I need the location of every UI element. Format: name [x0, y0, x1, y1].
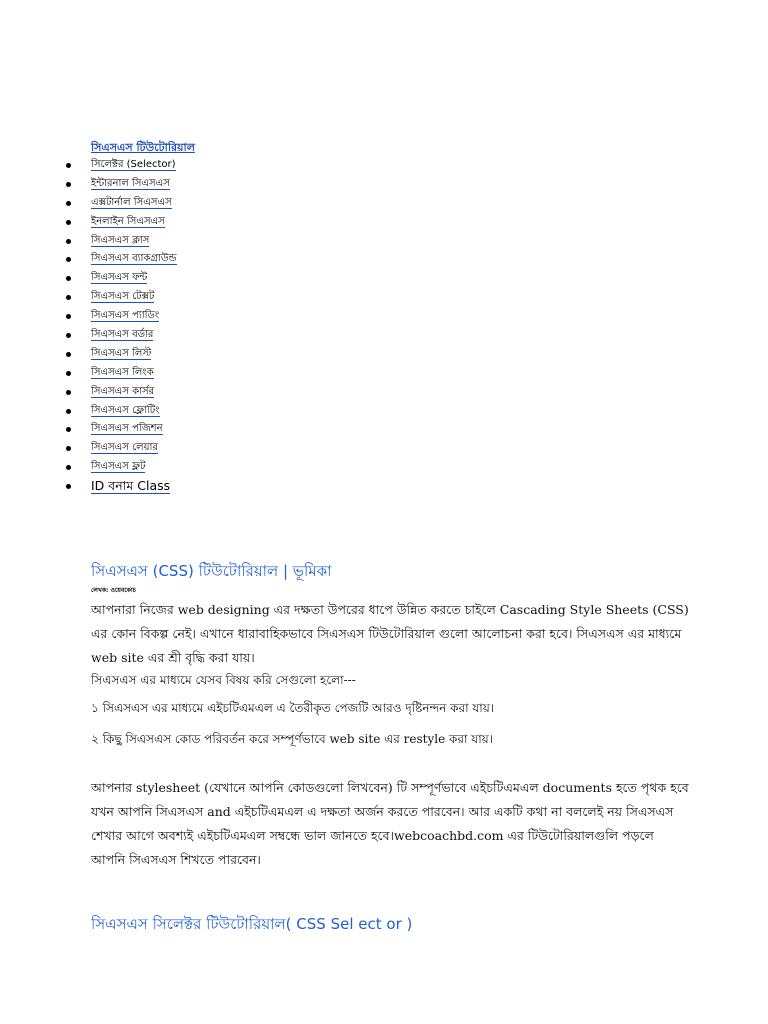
toc-link-font[interactable]: সিএসএস ফন্ট [91, 272, 148, 284]
list-item [66, 232, 177, 251]
toc-link-inline[interactable]: ইনলাইন সিএসএস [91, 215, 165, 227]
toc-link-floating[interactable]: সিএসএস ফ্লোটিং [91, 404, 160, 416]
intro-list-lead: সিএসএস এর মাধ্যমে যেসব বিষয় করি সেগুলো হলো--- [91, 673, 356, 687]
bullet-icon [66, 446, 71, 451]
bullet-icon [66, 201, 71, 206]
list-item [66, 194, 177, 213]
intro-point-2: ২ কিছু সিএসএস কোড পরিবর্তন করে সম্পূর্ণভাবে web site এর restyle করা যায়। [91, 732, 494, 746]
stylesheet-paragraph: আপনার stylesheet (যেখানে আপনি কোডগুলো লিখবেন) টি সম্পূর্ণভাবে এইচটিএমএল documents হতে পৃথক হবে যখন আপনি সিএসএস and এইচটিএমএল এ দক্ষতা অর্জন করতে পারবেন। আর একটি কথা না বললেই নয় সিএসএস শেখার আগে অবশ্যই এইচটিএমএল সম্বন্ধে ভাল জানতে হবে।webcoachbd.com এর টিউটোরিয়ালগুলি পড়লে আপনি সিএসএস শিখতে পারবেন। [91, 780, 689, 867]
toc-link-background[interactable]: সিএসএস ব্যাকগ্রাউন্ড [91, 253, 177, 265]
bullet-icon [66, 220, 71, 225]
list-item [66, 326, 177, 345]
bullet-icon [66, 352, 71, 357]
bullet-icon [66, 182, 71, 187]
bullet-icon [66, 239, 71, 244]
byline: লেখক: ওয়েবকোচ [91, 587, 136, 594]
list-item [66, 364, 177, 383]
toc-link-internal[interactable]: ইন্টারনাল সিএসএস [91, 177, 170, 189]
list-item [66, 439, 177, 458]
toc-list [66, 156, 177, 496]
bullet-icon [66, 163, 71, 168]
toc-link-padding[interactable]: সিএসএস প্যাডিং [91, 310, 160, 322]
intro-point-1: ১ সিএসএস এর মাধ্যমে এইচটিএমএল এ তৈরীকৃত পেজটি আরও দৃষ্টিনন্দন করা যায়। [91, 701, 495, 715]
toc-link-list[interactable]: সিএসএস লিস্ট [91, 347, 152, 359]
bullet-icon [66, 409, 71, 414]
list-item [66, 307, 177, 326]
list-item [66, 250, 177, 269]
toc-link-border[interactable]: সিএসএস বর্ডার [91, 329, 154, 341]
list-item [66, 420, 177, 439]
toc-link-position[interactable]: সিএসএস পজিশন [91, 423, 163, 435]
bullet-icon [66, 390, 71, 395]
intro-heading: সিএসএস (CSS) টিউটোরিয়াল | ভূমিকা [91, 562, 332, 580]
list-item [66, 402, 177, 421]
bullet-icon [66, 314, 71, 319]
selector-heading: সিএসএস সিলেক্টর টিউটোরিয়াল( CSS Sel ect or ) [91, 915, 413, 933]
toc-link-cursor[interactable]: সিএসএস কার্সর [91, 385, 155, 397]
list-item [66, 383, 177, 402]
toc-link-class[interactable]: সিএসএস ক্লাস [91, 234, 150, 246]
bullet-icon [66, 484, 71, 489]
list-item [66, 345, 177, 364]
bullet-icon [66, 371, 71, 376]
list-item [66, 477, 177, 496]
bullet-icon [66, 257, 71, 262]
toc-link-float[interactable]: সিএসএস ফ্লট [91, 461, 146, 473]
bullet-icon [66, 427, 71, 432]
toc-link-external[interactable]: এক্সটার্নাল সিএসএস [91, 196, 172, 208]
intro-paragraph: আপনারা নিজের web designing এর দক্ষতা উপরের ধাপে উন্নিত করতে চাইলে Cascading Style Sheets (CSS) এর কোন বিকল্প নেই। এখানে ধারাবাহিকভাবে সিএসএস টিউটোরিয়াল গুলো আলোচনা করা হবে। সিএসএস এর মাধ্যমে web site এর শ্রী বৃদ্ধি করা যায়। [91, 602, 689, 665]
bullet-icon [66, 333, 71, 338]
bullet-icon [66, 295, 71, 300]
list-item [66, 288, 177, 307]
list-item [66, 269, 177, 288]
toc-title[interactable]: সিএসএস টিউটোরিয়াল [91, 141, 195, 154]
toc-link-text[interactable]: সিএসএস টেক্সট [91, 291, 155, 303]
list-item [66, 458, 177, 477]
list-item [66, 175, 177, 194]
toc-link-layer[interactable]: সিএসএস লেয়ার [91, 442, 158, 454]
list-item [66, 156, 177, 175]
list-item [66, 213, 177, 232]
toc-link-id-vs-class[interactable]: ID বনাম Class [91, 478, 171, 494]
toc-link-link[interactable]: সিএসএস লিংক [91, 366, 154, 378]
bullet-icon [66, 276, 71, 281]
bullet-icon [66, 465, 71, 470]
toc-link-selector[interactable]: সিলেক্টর (Selector) [91, 159, 176, 170]
